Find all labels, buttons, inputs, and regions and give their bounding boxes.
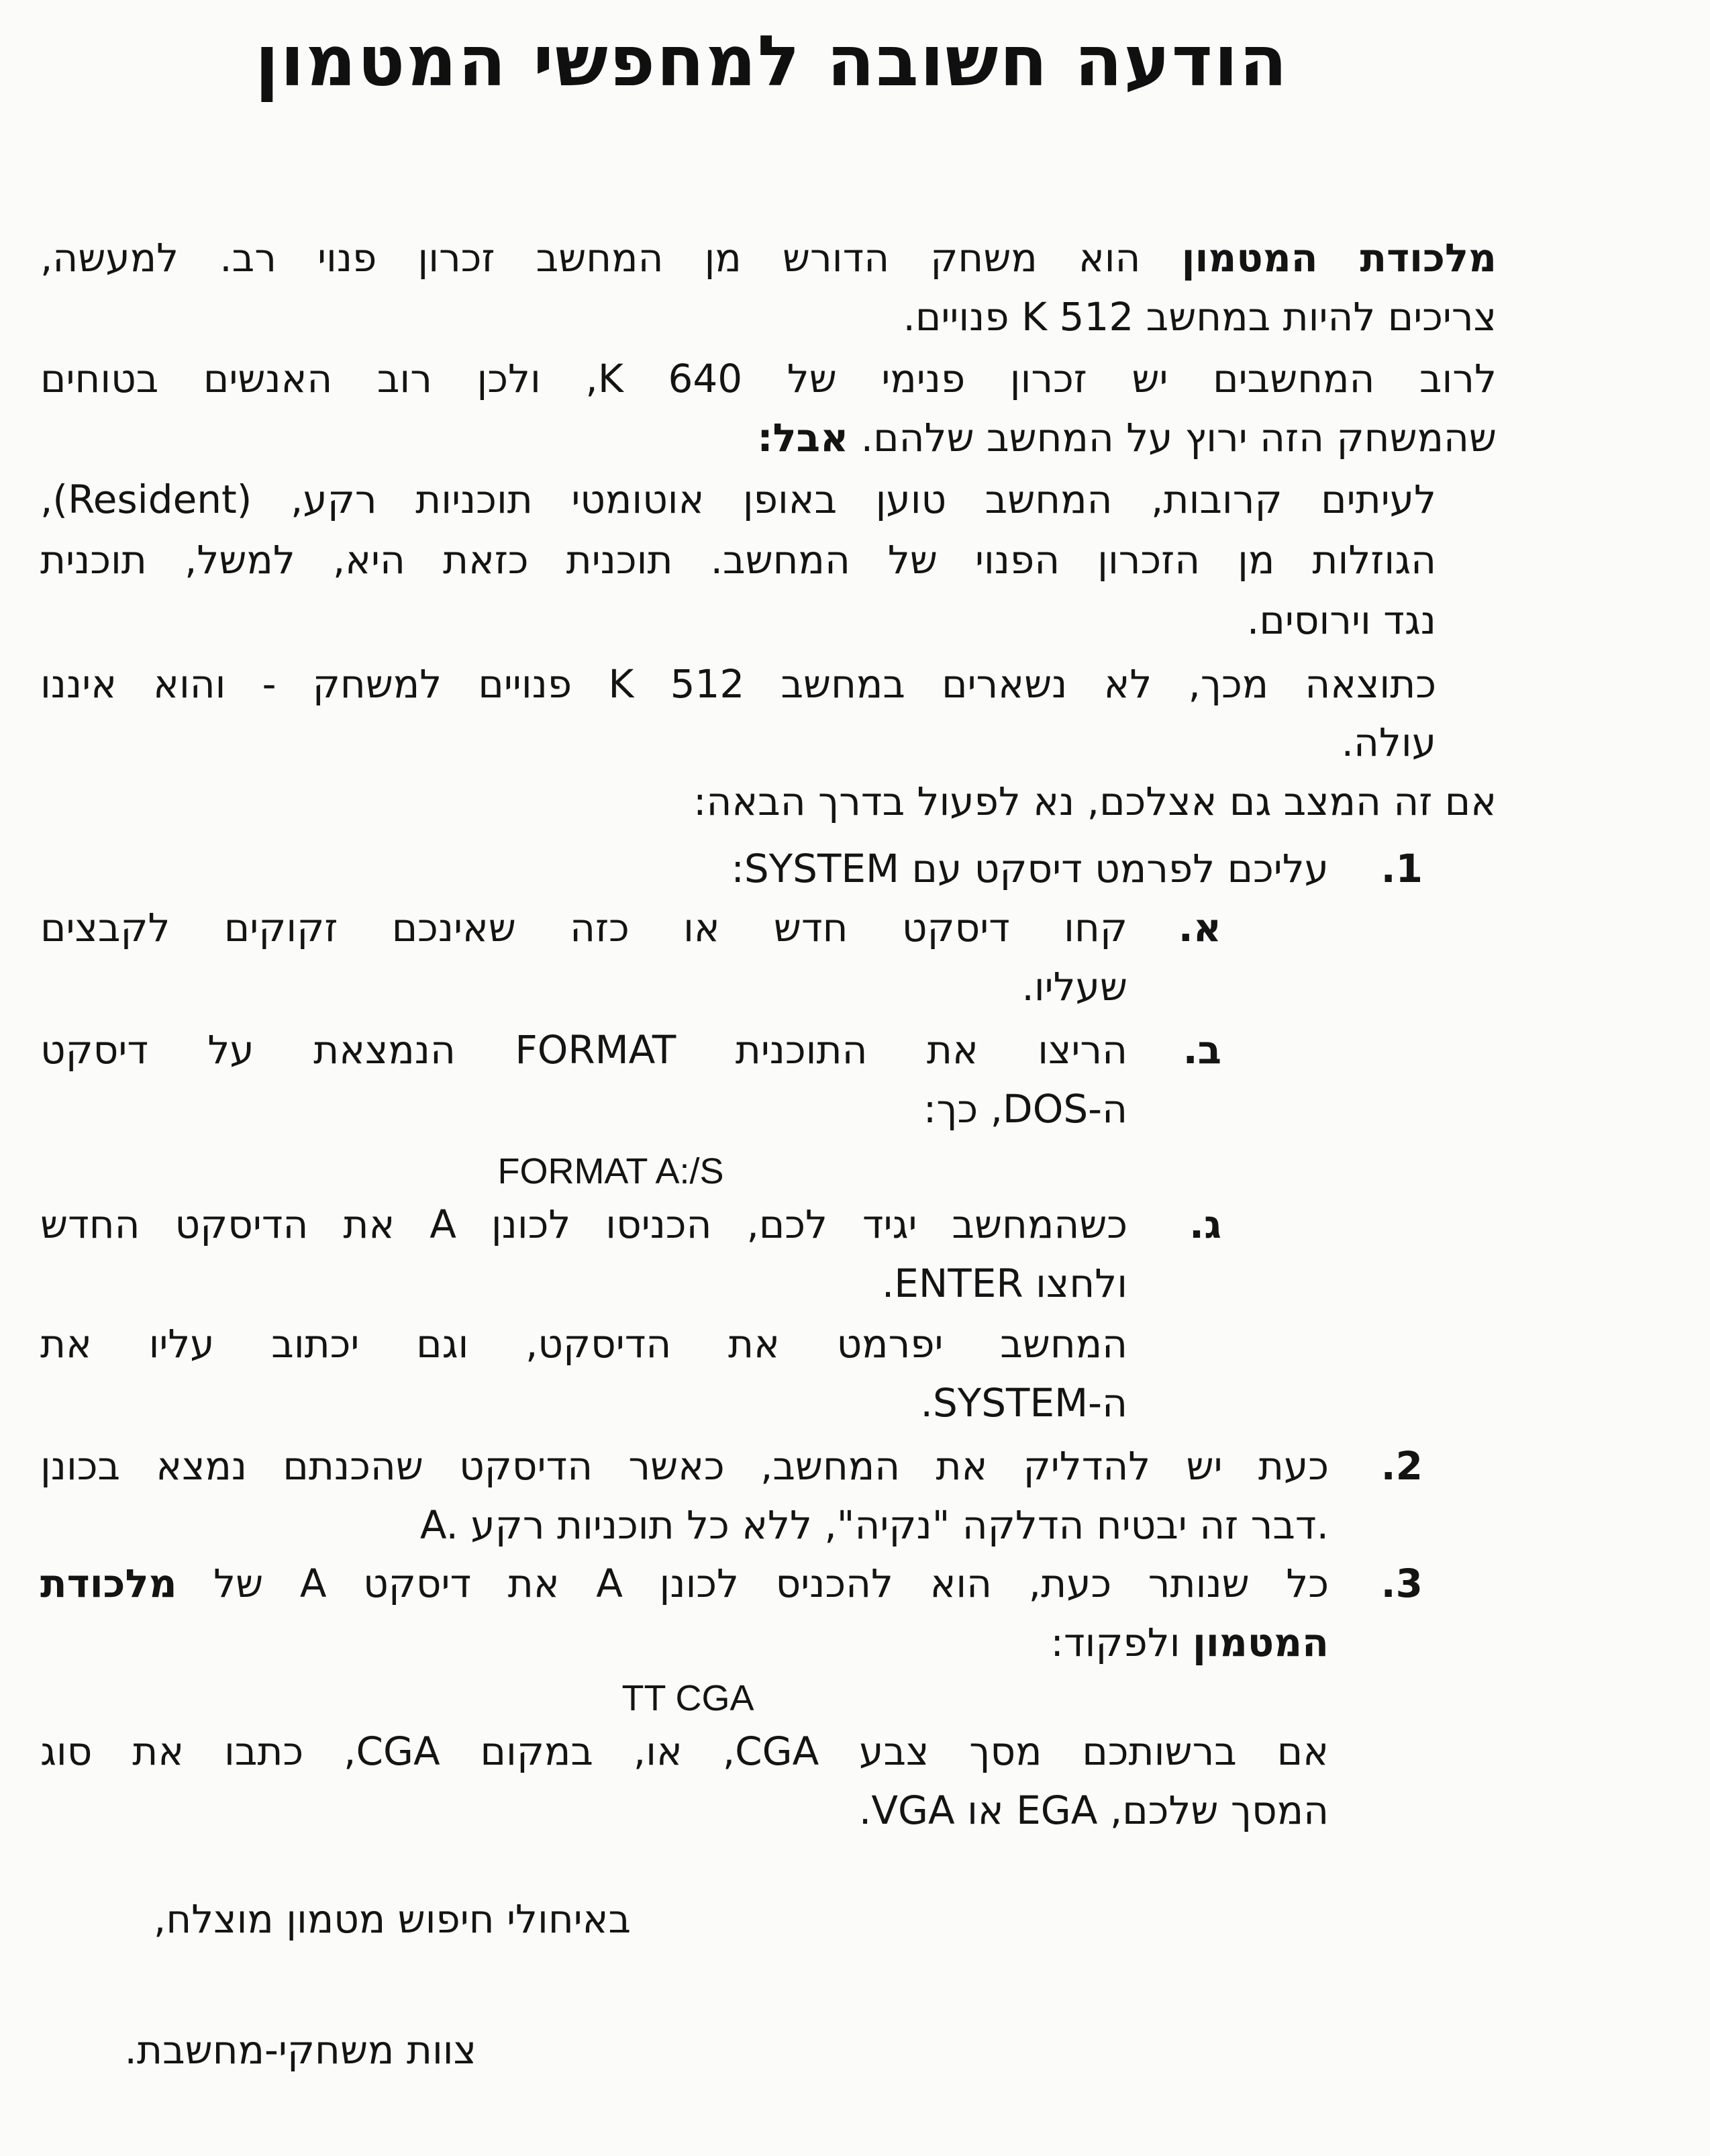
step-3-line-2-text: ולפקוד:: [1050, 1620, 1193, 1665]
game-name-bold: מלכודת המטמון: [1181, 235, 1497, 281]
step-1a-marker: א.: [1178, 905, 1221, 950]
intro-line-2: צריכים להיות במחשב 512 K פנויים.: [903, 294, 1497, 340]
step-1-text: עליכם לפרמט דיסקט עם SYSTEM:: [731, 846, 1329, 891]
step-1a-line-1: קחו דיסקט חדש או כזה שאינכם זקוקים לקבצים: [40, 905, 1127, 950]
step-1a-line-2: שעליו.: [1021, 964, 1127, 1010]
game-name-bold-2: מלכודת: [40, 1561, 177, 1606]
step-1c-line-3: המחשב יפרמט את הדיסקט, וגם יכתוב עליו את: [40, 1321, 1127, 1367]
document-title: הודעה חשובה למחפשי המטמון: [254, 20, 1289, 102]
result-line-2: עולה.: [1341, 720, 1436, 765]
signature: צוות משחקי-מחשבת.: [124, 2027, 476, 2073]
but-bold: אבל:: [757, 415, 849, 460]
resident-line-3: נגד וירוסים.: [1246, 597, 1436, 643]
step-1c-line-4: ה-SYSTEM.: [920, 1380, 1127, 1426]
step-1c-line-1: כשהמחשב יגיד לכם, הכניסו לכונן A את הדיסקט החדש: [40, 1202, 1127, 1247]
step-1b-line-1: הריצו את התוכנית FORMAT הנמצאת על דיסקט: [40, 1027, 1128, 1073]
intro-line-1-text: הוא משחק הדורש מן המחשב זכרון פנוי רב. למעשה,: [40, 235, 1182, 281]
step-2-number: 2.: [1380, 1443, 1423, 1489]
step-2-line-2: A. דבר זה יבטיח הדלקה "נקיה", ללא כל תוכניות רקע.: [419, 1502, 1329, 1548]
step-2-line-1: כעת יש להדליק את המחשב, כאשר הדיסקט שהכנתם נמצא בכונן: [40, 1443, 1329, 1489]
step-1b-marker: ב.: [1183, 1027, 1221, 1073]
intro-line-4: [40, 408, 1497, 467]
step-3-number: 3.: [1380, 1561, 1423, 1606]
intro-line-1: [40, 228, 1497, 287]
game-name-bold-3: המטמון: [1193, 1620, 1329, 1665]
intro-line-4-text: שהמשחק הזה ירוץ על המחשב שלהם.: [848, 415, 1497, 460]
run-command: TT CGA: [621, 1678, 754, 1718]
result-line-1: כתוצאה מכך, לא נשארים במחשב 512 K פנויים למשחק - והוא איננו: [40, 661, 1437, 707]
step-1b-line-2: ה-DOS, כך:: [923, 1086, 1127, 1132]
resident-line-1: לעיתים קרובות, המחשב טוען באופן אוטומטי תוכניות רקע, (Resident),: [40, 477, 1436, 522]
step-3-line-1: [40, 1554, 1329, 1613]
step-3-line-1-text: כל שנותר כעת, הוא להכניס לכונן A את דיסקט A של: [177, 1561, 1329, 1606]
intro-line-3: לרוב המחשבים יש זכרון פנימי של 640 K, ולכן רוב האנשים בטוחים: [40, 356, 1497, 401]
step-3-line-3: אם ברשותכם מסך צבע CGA, או, במקום CGA, כתבו את סוג: [40, 1728, 1329, 1774]
closing-greeting: באיחולי חיפוש מטמון מוצלח,: [153, 1896, 631, 1942]
step-1c-line-2: ולחצו ENTER.: [881, 1261, 1127, 1306]
step-1c-marker: ג.: [1189, 1202, 1221, 1247]
resident-line-2: הגוזלות מן הזכרון הפנוי של המחשב. תוכנית כזאת היא, למשל, תוכנית: [40, 537, 1436, 583]
step-3-line-2: [40, 1613, 1329, 1672]
step-3-line-4: המסך שלכם, EGA או VGA.: [858, 1787, 1329, 1833]
step-1-number: 1.: [1380, 846, 1423, 891]
format-command: FORMAT A:/S: [497, 1151, 724, 1191]
instruction-intro: אם זה המצב גם אצלכם, נא לפעול בדרך הבאה:: [693, 779, 1497, 824]
